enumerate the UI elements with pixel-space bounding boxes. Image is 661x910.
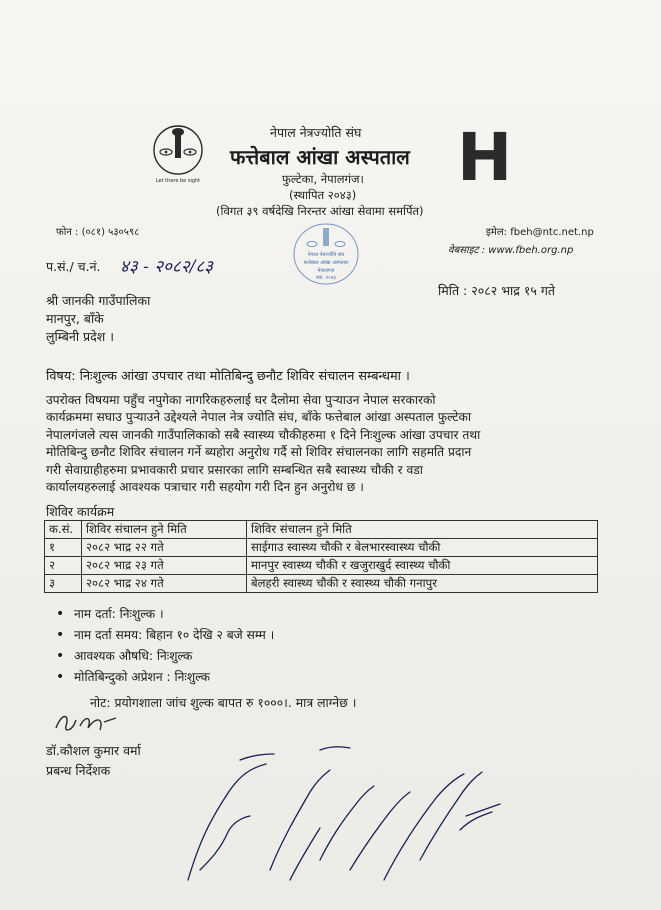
phone-number: फोन : (०८१) ५३०५९८	[56, 227, 140, 238]
svg-text:नेपालगंज: नेपालगंज	[317, 268, 335, 274]
hospital-name: फत्तेबाल आंखा अस्पताल	[230, 145, 410, 169]
bullet-icon: •	[56, 606, 65, 622]
notes-list	[56, 604, 275, 688]
hospital-logo	[152, 120, 204, 188]
list-item: • मोतिबिन्दुको अप्रेशन : निःशुल्क	[74, 667, 274, 688]
hospital-stamp	[292, 222, 360, 286]
table-row	[45, 557, 598, 575]
org-line: नेपाल नेत्रज्योति संघ	[270, 125, 362, 140]
established-year: (स्थापित २०४३)	[289, 188, 357, 202]
header-date: शिविर संचालन हुने मिति	[82, 521, 247, 539]
row-sn: १	[45, 539, 82, 557]
program-table	[44, 520, 598, 593]
row-date: २०८२ भाद्र २३ गते	[82, 557, 247, 575]
email-address: इमेल: fbeh@ntc.net.np	[486, 227, 594, 238]
list-item: • आवश्यक औषधि: निःशुल्क	[74, 646, 274, 667]
row-sn: २	[45, 557, 82, 575]
body-paragraph	[46, 392, 612, 496]
svg-text:नेपाल नेत्रज्योति संघ: नेपाल नेत्रज्योति संघ	[307, 252, 345, 258]
bullet-icon: •	[56, 669, 65, 685]
list-item: • नाम दर्ता समय: बिहान १० देखि २ बजे सम्म ।	[74, 625, 274, 646]
body-line: नेपालगंजले त्यस जानकी गाउँपालिकाको सबै स्वास्थ्य चौकीहरुमा १ दिने निःशुल्क आंखा उपचार तथा	[46, 427, 481, 442]
list-item: • नाम दर्ता: निःशुल्क ।	[74, 604, 274, 625]
row-location: साईगाउ स्वास्थ्य चौकी र बेलभारस्वास्थ्य चौकी	[247, 539, 598, 557]
row-sn: ३	[45, 575, 82, 593]
body-line: मोतिबिन्दु छनौट शिविर संचालन गर्ने ब्यहोरा अनुरोध गर्दै सो शिविर संचालनका लागि सहमति प्रदान	[46, 445, 472, 460]
body-line: गरी सेवाग्राहीहरुमा प्रभावकारी प्रचार प्रसारका लागि सम्बन्धित सबै स्वास्थ्य चौकी र वडा	[46, 462, 423, 477]
table-header-row	[45, 521, 598, 539]
lab-fee-note: नोट: प्रयोगशाला जांच शुल्क बापत रु १०००।. मात्र लाग्नेछ ।	[90, 695, 357, 710]
header-sn: क.सं.	[45, 521, 82, 539]
program-heading: शिविर कार्यक्रम	[46, 504, 115, 519]
signatory-title: प्रबन्ध निर्देशक	[46, 763, 111, 778]
recipient-line-1: श्री जानकी गाउँपालिका	[46, 293, 151, 308]
header-location: शिविर संचालन हुने मिति	[247, 521, 598, 539]
witness-signatures	[170, 720, 520, 890]
svg-text:Let there be sight: Let there be sight	[155, 178, 201, 184]
hospital-h-mark: H	[457, 119, 513, 196]
body-line: उपरोक्त विषयमा पहुँच नपुगेका नागरिकहरुलाई घर दैलोमा सेवा पुऱ्याउन नेपाल सरकारको	[46, 393, 436, 407]
subject-line: विषय: निःशुल्क आंखा उपचार तथा मोतिबिन्दु छनौट शिविर संचालन सम्बन्धमा ।	[46, 369, 410, 384]
body-line: कार्यक्रममा सघाउ पुऱ्याउने उद्देश्यले नेपाल नेत्र ज्योति संघ, बाँके फत्तेबाल आंखा अस्पताल फुल्टेका	[46, 410, 472, 425]
signatory-name: डॉ.कौशल कुमार वर्मा	[46, 743, 141, 758]
recipient-line-2: मानपुर, बाँके	[46, 311, 104, 326]
row-date: २०८२ भाद्र २२ गते	[82, 539, 247, 557]
table-row	[45, 575, 598, 593]
svg-text:फत्तेबाल आंखा अस्पताल: फत्तेबाल आंखा अस्पताल	[303, 260, 349, 266]
row-location: मानपुर स्वास्थ्य चौकी र खजुराखुर्द स्वास्थ्य चौकी	[247, 557, 598, 575]
reference-number: ४३ - २०८२/८३	[120, 257, 213, 277]
bullet-icon: •	[56, 627, 65, 643]
row-location: बेलहरी स्वास्थ्य चौकी र स्वास्थ्य चौकी गनापुर	[247, 575, 598, 593]
table-row	[45, 539, 598, 557]
director-signature	[52, 708, 122, 740]
reference-label: प.सं./ च.नं.	[46, 259, 101, 274]
hospital-address: फुल्टेका, नेपालगंज।	[282, 172, 364, 186]
bullet-icon: •	[56, 648, 65, 664]
website-address: वेबसाइट : www.fbeh.org.np	[448, 245, 574, 256]
body-line: कार्यालयहरुलाई आवश्यक पत्राचार गरी सहयोग गरी दिन हुन अनुरोध छ ।	[46, 480, 364, 495]
recipient-line-3: लुम्बिनी प्रदेश ।	[46, 329, 115, 344]
tagline: (विगत ३९ वर्षदेखि निरन्तर आंखा सेवामा समर्पित)	[216, 204, 424, 218]
letter-date: मिति : २०८२ भाद्र १५ गते	[438, 283, 555, 298]
svg-text:स्था. २०४३: स्था. २०४३	[316, 275, 336, 281]
row-date: २०८२ भाद्र २४ गते	[82, 575, 247, 593]
